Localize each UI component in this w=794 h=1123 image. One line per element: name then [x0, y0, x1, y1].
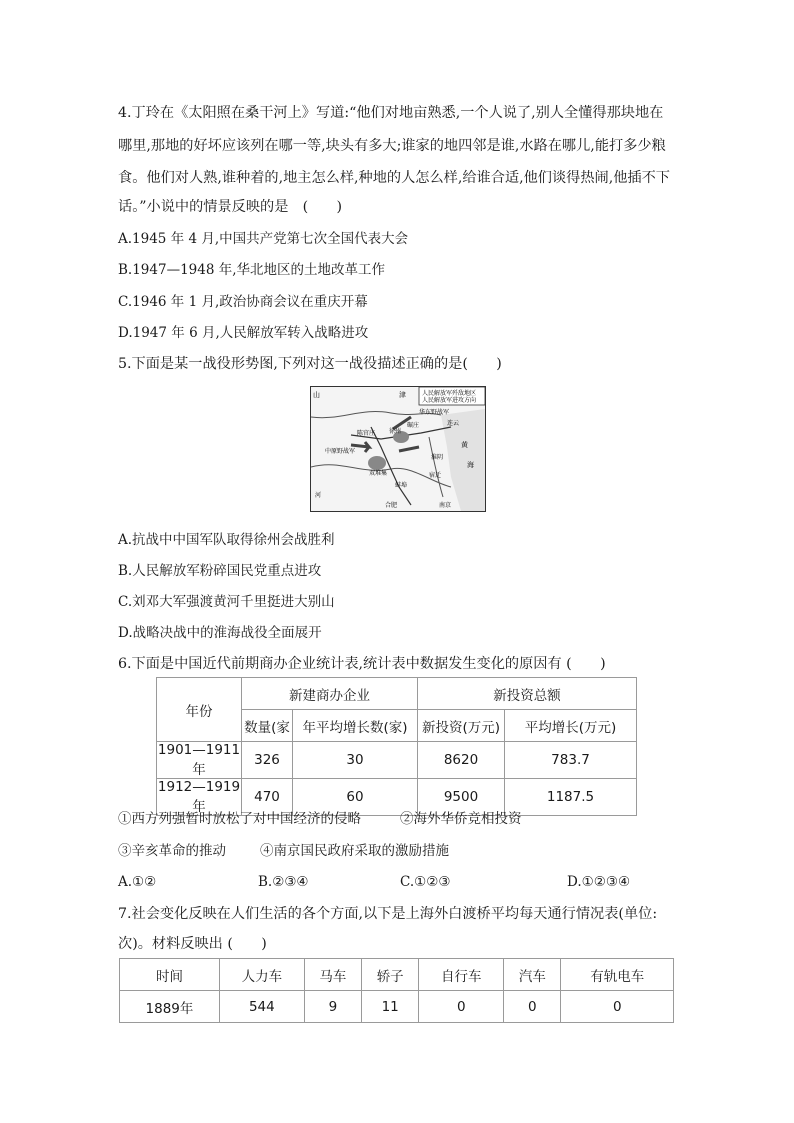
map-label: 徐州 [389, 428, 402, 435]
header-year: 年份 [157, 678, 242, 742]
header-carriage: 马车 [304, 959, 361, 991]
river-line [429, 437, 443, 497]
header-group-investment: 新投资总额 [418, 678, 637, 710]
q5-option-d: D.战略决战中的淮海战役全面展开 [118, 625, 322, 641]
header-rickshaw: 人力车 [219, 959, 304, 991]
map-label: 陈官庄 [357, 430, 376, 437]
q4-option-b: B.1947—1948 年,华北地区的土地改革工作 [118, 262, 386, 278]
table-cell: 60 [293, 779, 418, 816]
q4-stem-line-3: 食。他们对人熟,谁种着的,地主怎么样,种地的人怎么样,给谁合适,他们谈得热闹,他插不下 [118, 170, 670, 186]
header-group-new-enterprises: 新建商办企业 [242, 678, 418, 710]
table-cell: 8620 [418, 742, 505, 779]
q6-table [156, 677, 637, 816]
table-cell: 1901—1911年 [157, 742, 241, 778]
q6-stem: 6.下面是中国近代前期商办企业统计表,统计表中数据发生变化的原因有 ( ) [118, 656, 606, 672]
q7-stem-line-2: 次)。材料反映出 ( ) [118, 936, 267, 952]
q4-option-c: C.1946 年 1 月,政治协商会议在重庆开幕 [118, 294, 368, 310]
header-new-investment: 新投资(万元) [418, 710, 505, 742]
header-annual-growth-count: 年平均增长数(家) [293, 710, 418, 742]
q7-stem-line-1: 7.社会变化反映在人们生活的各个方面,以下是上海外白渡桥平均每天通行情况表(单位: [118, 906, 658, 922]
q5-option-c: C.刘邓大军强渡黄河千里挺进大别山 [118, 594, 335, 610]
header-count: 数量(家 [242, 710, 293, 742]
header-time: 时间 [120, 959, 220, 991]
q4-stem-line-4: 话。”小说中的情景反映的是 ( ) [118, 199, 343, 215]
map-label: 南京 [439, 502, 452, 509]
q6-option-d: D.①②③④ [567, 874, 631, 890]
table-cell: 0 [561, 991, 674, 1023]
table-cell: 1187.5 [505, 779, 637, 816]
map-label: 连云 [447, 420, 460, 427]
table-cell: 0 [504, 991, 561, 1023]
table-cell: 30 [293, 742, 418, 779]
q7-table [119, 958, 674, 1023]
attack-arrow [399, 447, 419, 451]
battle-map-drawing [311, 387, 485, 511]
table-cell: 0 [419, 991, 504, 1023]
q6-item-3: ③辛亥革命的推动 [118, 843, 226, 859]
map-label: 合肥 [385, 502, 398, 509]
table-cell: 544 [219, 991, 304, 1023]
legend-item-2: 人民解放军进攻方向 [422, 397, 477, 404]
q6-option-b: B.②③④ [258, 874, 309, 890]
map-label: 华东野战军 [419, 409, 450, 416]
q6-item-1: ①西方列强暂时放松了对中国经济的侵略 [118, 811, 361, 827]
table-cell: 326 [242, 742, 293, 779]
map-label: 中原野战军 [325, 448, 356, 455]
map-label: 海 [467, 461, 474, 469]
header-bicycle: 自行车 [419, 959, 504, 991]
legend-item-1: 人民解放军歼敌地区 [422, 390, 477, 397]
table-row [120, 991, 674, 1023]
table-cell: 470 [242, 779, 293, 816]
map-label: 双堆集 [369, 470, 388, 477]
q6-option-c: C.①②③ [400, 874, 451, 890]
encircled-area [368, 456, 386, 470]
map-label: 黄 [461, 441, 468, 449]
header-avg-growth: 平均增长(万元) [505, 710, 637, 742]
table-cell: 1912—1919年 [157, 779, 241, 815]
q4-option-a: A.1945 年 4 月,中国共产党第七次全国代表大会 [118, 231, 409, 247]
table-cell: 783.7 [505, 742, 637, 779]
battle-map [310, 386, 486, 512]
map-label: 淮阴 [431, 454, 444, 461]
q4-stem-line-2: 哪里,那地的好坏应该列在哪一等,块头有多大;谁家的地四邻是谁,水路在哪儿,能打多少粮 [118, 138, 666, 154]
map-label: 河 [315, 492, 322, 499]
header-sedan-chair: 轿子 [362, 959, 419, 991]
table-cell: 9500 [418, 779, 505, 816]
q5-stem: 5.下面是某一战役形势图,下列对这一战役描述正确的是( ) [118, 356, 502, 372]
table-cell: 1889年 [120, 991, 220, 1023]
q6-option-a: A.①② [118, 874, 157, 890]
map-label: 蚌埠 [395, 482, 408, 489]
map-label: 津 [399, 391, 406, 399]
table-cell: 9 [304, 991, 361, 1023]
q6-item-2: ②海外华侨竞相投资 [400, 811, 522, 827]
q4-option-d: D.1947 年 6 月,人民解放军转入战略进攻 [118, 325, 369, 341]
q6-item-4: ④南京国民政府采取的激励措施 [260, 843, 449, 859]
header-car: 汽车 [504, 959, 561, 991]
q5-option-a: A.抗战中中国军队取得徐州会战胜利 [118, 532, 335, 548]
table-row [157, 742, 637, 779]
map-label: 宿迁 [429, 472, 442, 479]
q5-option-b: B.人民解放军粉碎国民党重点进攻 [118, 563, 322, 579]
table-cell: 11 [362, 991, 419, 1023]
header-tram: 有轨电车 [561, 959, 674, 991]
map-label: 碾庄 [407, 422, 420, 429]
q4-stem-line-1: 4.丁玲在《太阳照在桑干河上》写道:“他们对地亩熟悉,一个人说了,别人全懂得那块地在 [118, 105, 664, 121]
map-label: 山 [313, 391, 320, 399]
